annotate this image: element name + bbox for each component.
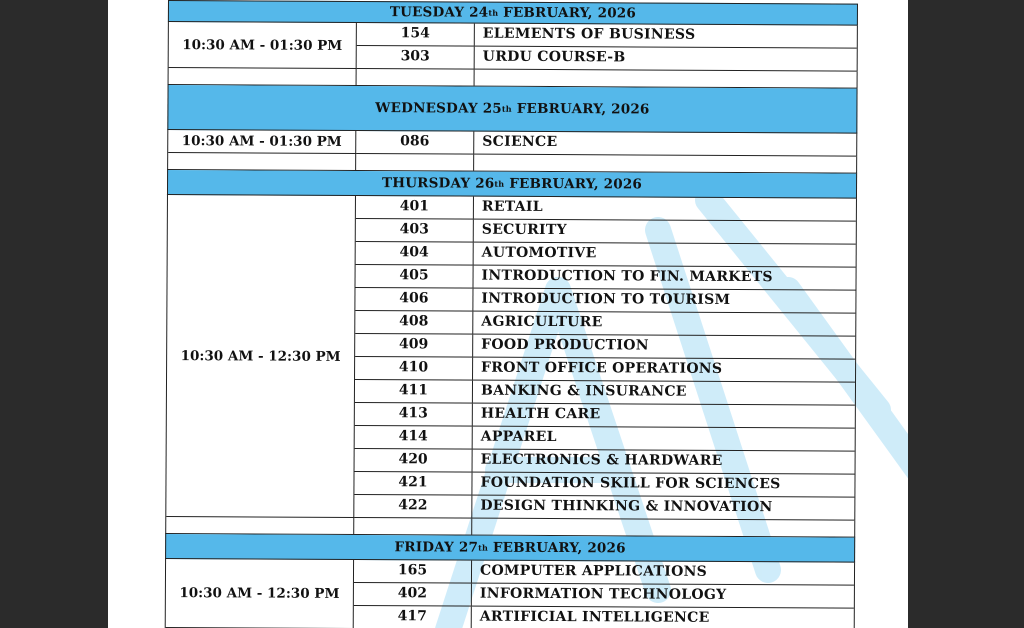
- day-header: [167, 170, 857, 199]
- subject-code: 154: [357, 23, 475, 46]
- table-row: [357, 23, 857, 49]
- subject-name: INTRODUCTION TO TOURISM: [481, 290, 731, 308]
- table-row: [355, 334, 855, 360]
- subject-code: 417: [354, 606, 472, 628]
- subject-name: AUTOMOTIVE: [481, 244, 597, 262]
- table-row: [357, 46, 857, 72]
- month-label: FEBRUARY, 2026: [498, 4, 637, 22]
- subject-name: COMPUTER APPLICATIONS: [479, 562, 708, 580]
- subject-code: 165: [354, 560, 472, 583]
- day-label: TUESDAY 24: [389, 4, 489, 21]
- month-label: FEBRUARY, 2026: [504, 175, 643, 193]
- subject-code: 413: [355, 403, 473, 426]
- table-row: [355, 449, 855, 475]
- subject-name: INFORMATION TECHNOLOGY: [479, 585, 727, 603]
- subject-code: 409: [355, 334, 473, 357]
- subject-code: 405: [355, 265, 473, 288]
- subject-code: 402: [354, 583, 472, 606]
- time-slot-block: [165, 559, 855, 628]
- exam-schedule-table: [165, 0, 858, 628]
- subject-code: 401: [356, 196, 474, 219]
- subject-code: 410: [355, 357, 473, 380]
- table-row: [355, 265, 855, 291]
- subject-code: 303: [357, 46, 475, 69]
- day-header: [167, 85, 857, 134]
- subject-code: 414: [355, 426, 473, 449]
- day-label: WEDNESDAY 25: [375, 100, 502, 117]
- subject-name: RETAIL: [481, 198, 543, 215]
- document-page: [108, 0, 908, 628]
- subject-name: HEALTH CARE: [480, 405, 601, 423]
- subject-name: SECURITY: [481, 221, 567, 239]
- month-label: FEBRUARY, 2026: [511, 100, 650, 118]
- subject-code: 404: [356, 242, 474, 265]
- table-row: [355, 380, 855, 406]
- subject-name: BANKING & INSURANCE: [480, 382, 687, 400]
- subject-name: ELEMENTS OF BUSINESS: [482, 25, 696, 43]
- subject-code: 421: [354, 472, 472, 495]
- subject-code: 406: [355, 288, 473, 311]
- time-slot-block: [168, 22, 858, 72]
- table-row: [355, 426, 855, 452]
- subject-name: FOUNDATION SKILL FOR SCIENCES: [480, 474, 781, 493]
- time-slot: 10:30 AM - 12:30 PM: [166, 559, 354, 628]
- time-slot: 10:30 AM - 12:30 PM: [166, 195, 356, 518]
- subject-code: 411: [355, 380, 473, 403]
- table-row: [356, 242, 856, 268]
- table-row: [354, 606, 854, 628]
- month-label: FEBRUARY, 2026: [487, 539, 626, 557]
- table-row: [354, 560, 854, 586]
- subject-name: FRONT OFFICE OPERATIONS: [481, 359, 723, 377]
- subject-name: FOOD PRODUCTION: [481, 336, 649, 354]
- table-row: [355, 403, 855, 429]
- table-row: [356, 219, 856, 245]
- subject-code: 403: [356, 219, 474, 242]
- subject-name: ELECTRONICS & HARDWARE: [480, 451, 723, 469]
- subject-name: APPAREL: [480, 428, 557, 446]
- subject-name: DESIGN THINKING & INNOVATION: [480, 497, 773, 516]
- table-row: [354, 495, 854, 521]
- day-header: [165, 534, 855, 563]
- subject-name: AGRICULTURE: [481, 313, 603, 331]
- subject-name: ARTIFICIAL INTELLIGENCE: [479, 608, 710, 626]
- time-slot-block: [165, 195, 857, 521]
- table-row: [355, 288, 855, 314]
- subject-code: 408: [355, 311, 473, 334]
- table-row: [354, 583, 854, 609]
- time-slot: 10:30 AM - 01:30 PM: [169, 22, 357, 69]
- time-slot: 10:30 AM - 01:30 PM: [168, 130, 356, 154]
- table-row: [356, 196, 856, 222]
- day-label: THURSDAY 26: [381, 175, 495, 192]
- subject-code: 086: [356, 131, 474, 154]
- day-label: FRIDAY 27: [394, 539, 479, 556]
- subject-code: 420: [355, 449, 473, 472]
- table-row: [355, 357, 855, 383]
- subject-name: SCIENCE: [482, 133, 558, 151]
- table-row: [355, 311, 855, 337]
- table-row: [356, 131, 856, 157]
- subject-name: INTRODUCTION TO FIN. MARKETS: [481, 267, 773, 286]
- table-row: [354, 472, 854, 498]
- subject-name: URDU COURSE-B: [482, 48, 626, 66]
- subject-code: 422: [354, 495, 472, 518]
